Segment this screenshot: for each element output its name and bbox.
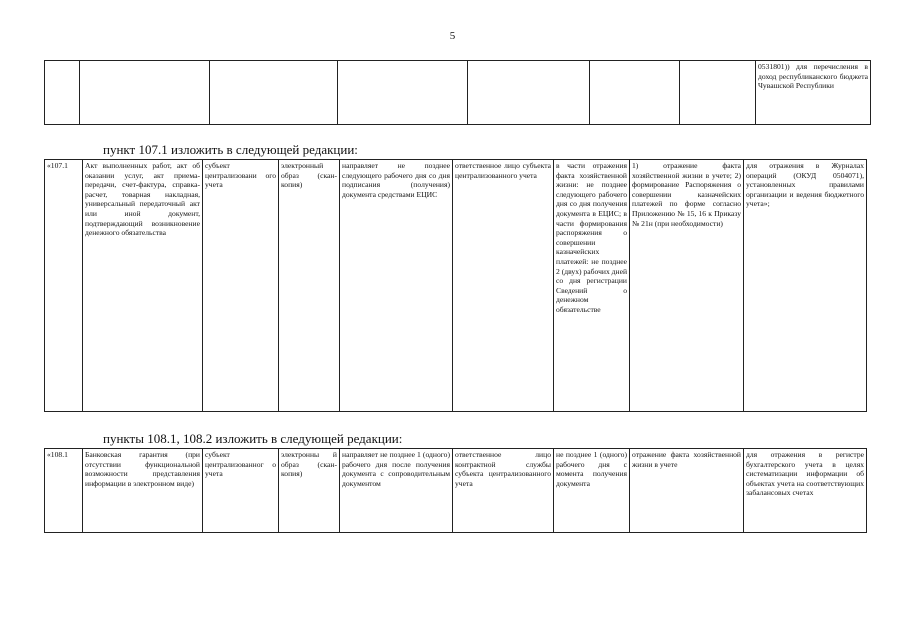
cell-text: ответственное лицо контрактной службы субъекта централизованного учета <box>455 450 551 488</box>
cell-text: субъект централизовани ого учета <box>205 161 276 190</box>
cell-responsible <box>453 449 554 533</box>
table-cell <box>756 61 871 125</box>
cell-text: Акт выполненных работ, акт об оказании услуг, акт приема-передачи, счет-фактура, справка-расчет, товарная накладная, универсальный передаточный акт или иной документ, подтверждающий возникновение денежного обязательства <box>85 161 200 238</box>
cell-action <box>630 449 744 533</box>
cell-responsible <box>453 160 554 412</box>
table-row <box>45 160 867 412</box>
cell-action <box>630 160 744 412</box>
cell-creator <box>203 160 279 412</box>
section-heading-108: пункты 108.1, 108.2 изложить в следующей редакции: <box>103 431 403 446</box>
table-107 <box>44 159 867 412</box>
cell-text: «107.1 <box>47 161 68 170</box>
cell-creator <box>203 449 279 533</box>
cell-text: 1) отражение факта хозяйственной жизни в учете; 2) формирование Распоряжения о совершении казначейских платежей по форме согласно Приложению № 15, 16 к Приказу № 21н (при необходимости) <box>632 161 741 228</box>
cell-text: в части отражения факта хозяйственной жизни: не позднее следующего рабочего дня со дня получения документа в ЕЦИС; в части формирования распоряжения о совершении казначейских платежей: не позднее 2 (двух) рабочих дней со дня регистрации Сведений о денежном обязательстве <box>556 161 628 314</box>
table-cell <box>80 61 210 125</box>
page-number: 5 <box>449 30 456 42</box>
table-108 <box>44 448 867 533</box>
table-cell <box>468 61 590 125</box>
cell-number <box>45 449 83 533</box>
cell-text: 0531801)) для перечисления в доход республиканского бюджета Чувашской Республики <box>758 62 868 91</box>
cell-text: для отражения в Журналах операций (ОКУД 0504071), установленных правилами организации и ведения бюджетного учета»; <box>746 161 864 209</box>
cell-text: «108.1 <box>47 450 68 459</box>
cell-text: не позднее 1 (одного) рабочего дня с момента получения документа <box>556 450 627 488</box>
cell-text: для отражения в регистре бухгалтерского учета в целях систематизации информации об объектах учета на соответствующих забалансовых счетах <box>746 450 864 498</box>
cell-form <box>279 160 340 412</box>
table-row <box>45 449 867 533</box>
cell-number <box>45 160 83 412</box>
cell-text: электронный образ (скан-копия) <box>281 161 337 190</box>
cell-document <box>83 160 203 412</box>
top-table <box>44 60 871 125</box>
cell-text: субъект централизованног о учета <box>205 450 276 479</box>
cell-purpose <box>744 160 867 412</box>
cell-form <box>279 449 340 533</box>
cell-text: направляет не позднее 1 (одного) рабочего дня после получения документа с сопроводительным документом <box>342 450 450 488</box>
table-cell <box>210 61 338 125</box>
table-cell <box>338 61 468 125</box>
cell-deadline-process <box>554 449 630 533</box>
section-heading-107: пункт 107.1 изложить в следующей редакции: <box>103 142 358 157</box>
cell-deadline-process <box>554 160 630 412</box>
cell-text: отражение факта хозяйственной жизни в учете <box>632 450 741 469</box>
cell-text: Банковская гарантия (при отсутствии функциональной возможности представления информации в электронном виде) <box>85 450 200 488</box>
table-cell <box>590 61 680 125</box>
table-row <box>45 61 871 125</box>
cell-deadline-submit <box>340 449 453 533</box>
cell-deadline-submit <box>340 160 453 412</box>
cell-purpose <box>744 449 867 533</box>
cell-document <box>83 449 203 533</box>
cell-text: электронны й образ (скан-копия) <box>281 450 337 479</box>
cell-text: ответственное лицо субъекта централизованного учета <box>455 161 551 180</box>
table-cell <box>45 61 80 125</box>
table-cell <box>680 61 756 125</box>
cell-text: направляет не позднее следующего рабочего дня со дня подписания (получения) документа средствами ЕЦИС <box>342 161 450 199</box>
